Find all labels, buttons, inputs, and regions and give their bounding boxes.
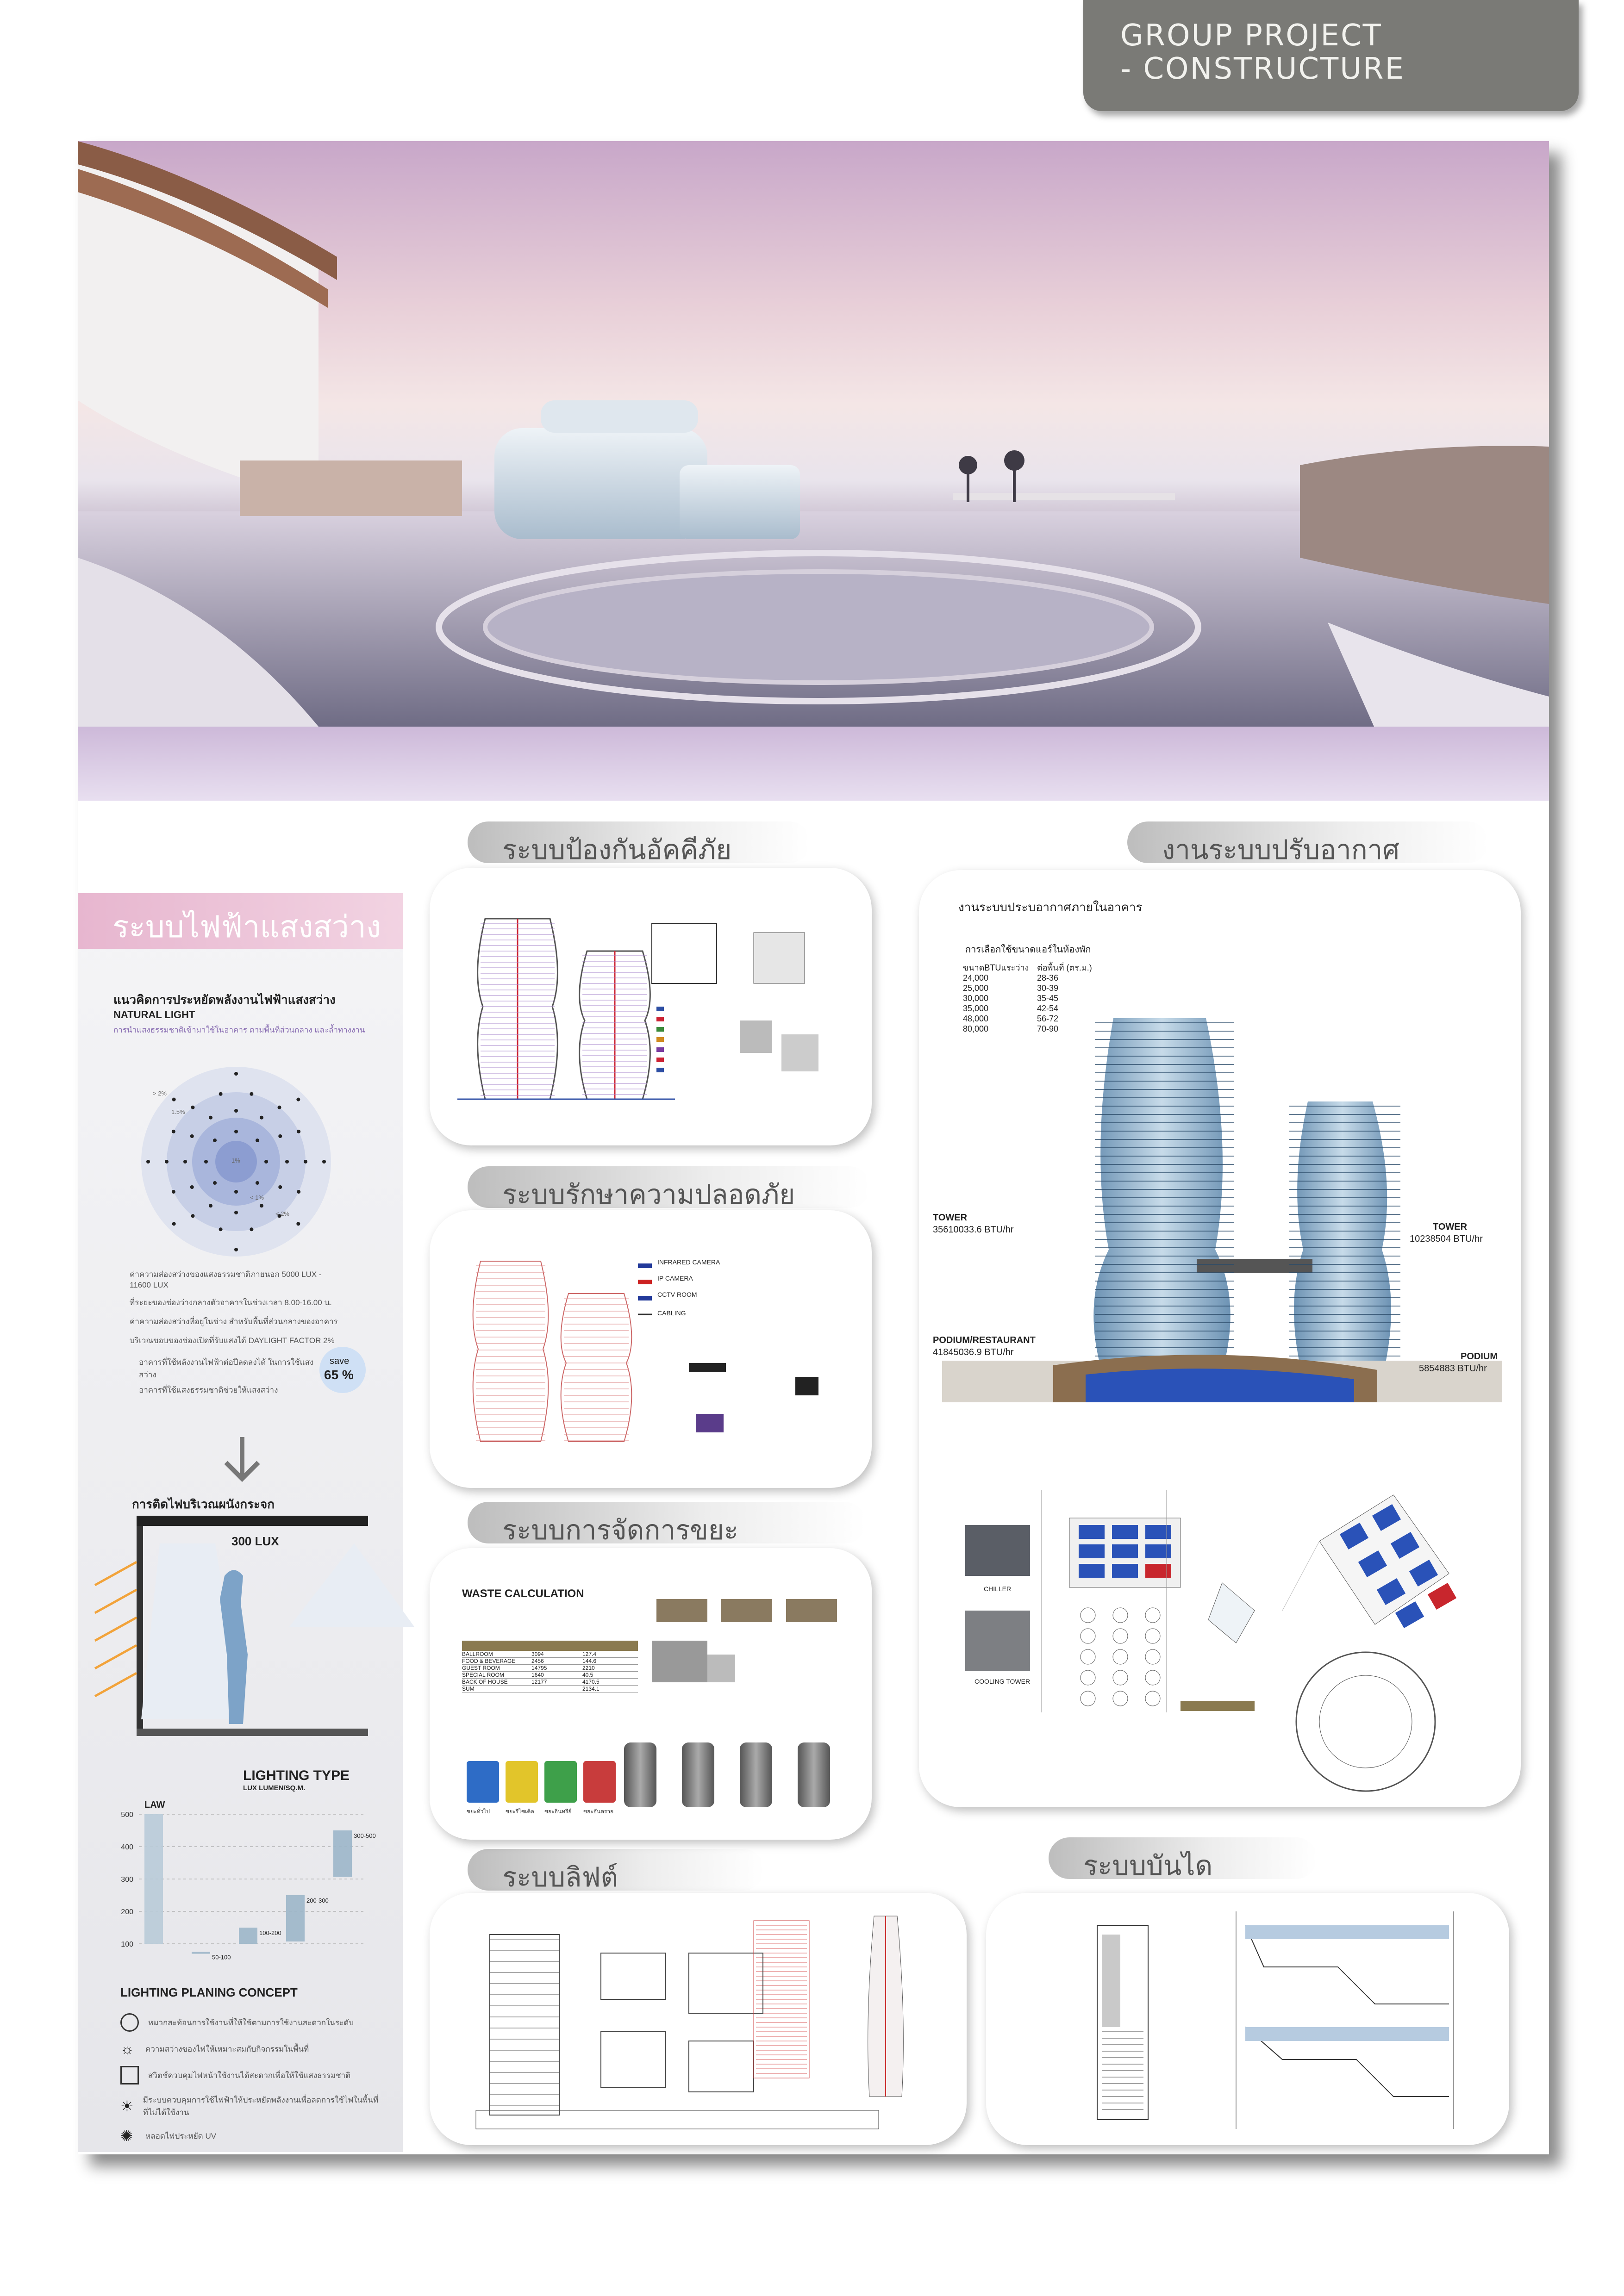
y-tick-label: 400 [121, 1843, 133, 1851]
table-cell: 2134.1 [582, 1686, 600, 1692]
bin-recycle-icon [506, 1761, 538, 1803]
legend-swatch [656, 1058, 664, 1062]
ring-label-2: 1.5% [171, 1108, 185, 1115]
header-title: GROUP PROJECT [1120, 19, 1382, 53]
daylight-dot [260, 1204, 263, 1207]
table-cell: 35,000 [963, 1004, 989, 1013]
fire-panel [430, 868, 872, 1145]
podium-right-label: PODIUM [1461, 1351, 1498, 1362]
header-tab [1083, 0, 1579, 111]
lighting-type-title: LIGHTING TYPE [243, 1768, 350, 1783]
ring-label-5: < 2% [275, 1210, 289, 1217]
hvac-table-title: การเลือกใช้ขนาดแอร์ในห้องพัก [965, 945, 1091, 955]
daylight-dot [264, 1160, 268, 1164]
bin-label: ขยะอินทรีย์ [544, 1808, 572, 1815]
daylight-dot [250, 1092, 253, 1096]
planning-item-text: หมวกสะท้อนการใช้งานที่ให้ใช้ตามการใช้งานสะดวกในระดับ [148, 2018, 354, 2027]
waste-panel [430, 1548, 872, 1840]
plan-circle [1113, 1629, 1128, 1643]
plan-circle [1081, 1629, 1095, 1643]
daylight-dot [172, 1130, 175, 1133]
plan-circle [1113, 1691, 1128, 1706]
legend-swatch [656, 1007, 664, 1011]
daylight-dot [285, 1160, 289, 1164]
chart-bar [144, 1814, 163, 1944]
garbage-trucks [652, 1590, 846, 1719]
bar-label: 100-200 [259, 1929, 281, 1936]
natural-light-desc: การนำแสงธรรมชาติเข้ามาใช้ในอาคาร ตามพื้นที่ส่วนกลาง และล้ำทางงาน [113, 1026, 365, 1034]
table-cell: 3094 [531, 1651, 544, 1657]
plan-circle [1145, 1629, 1160, 1643]
table-row [462, 1672, 638, 1679]
bin-label: ขยะรีไซเคิล [506, 1808, 534, 1815]
sun-icon: ☼ [120, 2041, 134, 2057]
planning-item-text: มีระบบควบคุมการใช้ไฟฟ้าให้ประหยัดพลังงานเพื่อลดการใช้ไฟในพื้นที่ที่ไม่ได้ใช้งาน [143, 2096, 379, 2117]
bar-label: 50-100 [212, 1954, 231, 1961]
section-stairs-pill [1049, 1837, 1317, 1879]
plan-circle [1145, 1670, 1160, 1685]
podium-left-label: PODIUM/RESTAURANT [933, 1335, 1036, 1345]
planning-title: LIGHTING PLANING CONCEPT [120, 1985, 298, 1999]
planning-item [120, 2094, 380, 2119]
plan-circle [1113, 1649, 1128, 1664]
chute-icon [798, 1742, 830, 1807]
table-cell [531, 1686, 582, 1692]
section-stairs-title: ระบบบันได [1083, 1850, 1213, 1881]
plan-circle [1113, 1608, 1128, 1623]
bin-label: ขยะทั่วไป [467, 1808, 490, 1815]
planning-item [120, 2128, 380, 2144]
table-cell: 35-45 [1037, 994, 1059, 1003]
planning-item-text: หลอดไฟประหยัด UV [145, 2131, 217, 2140]
table-cell: 42-54 [1037, 1004, 1059, 1013]
legend-swatch [656, 1068, 664, 1072]
legend-swatch [656, 1017, 664, 1021]
daylight-dot [191, 1214, 194, 1218]
table-cell: BALLROOM [462, 1651, 493, 1657]
table-cell: 127.4 [582, 1651, 597, 1657]
hvac-unit [1079, 1525, 1105, 1539]
ring-label-4: < 1% [250, 1194, 264, 1201]
bin-general-icon [467, 1761, 499, 1803]
chute-icon [624, 1742, 656, 1807]
chart-bar [192, 1952, 210, 1954]
bar-label: 200-300 [306, 1897, 329, 1904]
chute-icon [740, 1742, 772, 1807]
lift-sections [430, 1893, 967, 2145]
section-lift-title: ระบบลิฟต์ [502, 1861, 618, 1893]
podium-right-value: 5854883 BTU/hr [1419, 1363, 1487, 1374]
daylight-dot [234, 1072, 238, 1076]
bulb-icon: ☀ [120, 2098, 134, 2115]
daylight-dot [234, 1130, 238, 1133]
section-waste-pill [468, 1502, 866, 1546]
table-cell: SPECIAL ROOM [462, 1672, 504, 1678]
section-security-title: ระบบรักษาความปลอดภัย [502, 1179, 795, 1210]
table-cell: 30,000 [963, 994, 989, 1003]
table-cell: 4170.5 [582, 1679, 600, 1685]
section-hvac-title: งานระบบปรับอากาศ [1162, 834, 1400, 865]
daylight-dot [190, 1185, 194, 1189]
daylight-note: ที่ระยะของช่องว่างกลางตัวอาคารในช่วงเวลา 8.00-16.00 น. [130, 1298, 332, 1307]
table-row [963, 963, 1111, 973]
daylight-dot [219, 1227, 223, 1231]
section-fire-title: ระบบป้องกันอัคคีภัย [502, 834, 732, 865]
daylight-dot [183, 1160, 187, 1164]
lighting-concept-title: แนวคิดการประหยัดพลังงานไฟฟ้าแสงสว่าง [113, 993, 336, 1007]
table-row [462, 1665, 638, 1672]
bin-hazard-icon [583, 1761, 616, 1803]
tower-left-value: 35610033.6 BTU/hr [933, 1225, 1014, 1235]
legend-swatch [656, 1027, 664, 1032]
daylight-dot [204, 1160, 208, 1164]
lighting-type-chart [113, 1768, 376, 1962]
table-cell: BACK OF HOUSE [462, 1679, 508, 1685]
plan-circle [1145, 1608, 1160, 1623]
daylight-dot [209, 1116, 212, 1120]
daylight-dot [209, 1204, 212, 1207]
tower-right-label: TOWER [1433, 1222, 1468, 1232]
lift-panel [430, 1893, 967, 2145]
hvac-panel [919, 870, 1521, 1807]
table-cell: SUM [462, 1686, 475, 1692]
plan-circle [1145, 1691, 1160, 1706]
lighting-type-sub: LUX LUMEN/SQ.M. [243, 1784, 306, 1792]
y-tick-label: 500 [121, 1811, 133, 1819]
planning-list [120, 2013, 380, 2153]
daylight-dot [296, 1222, 300, 1226]
tower-right-value: 10238504 BTU/hr [1410, 1234, 1483, 1244]
daylight-dot [172, 1190, 175, 1194]
daylight-dot [234, 1190, 238, 1194]
cooling-tower-photo [965, 1611, 1030, 1671]
daylight-dot [278, 1185, 282, 1189]
daylight-dot [191, 1106, 194, 1109]
waste-title: WASTE CALCULATION [462, 1587, 584, 1600]
table-cell: FOOD & BEVERAGE [462, 1658, 516, 1664]
table-cell: 2456 [531, 1658, 544, 1664]
hvac-unit [1112, 1525, 1138, 1539]
plan-circle [1145, 1649, 1160, 1664]
table-cell: 48,000 [963, 1014, 989, 1023]
waste-table-header [462, 1641, 638, 1651]
table-cell: 12177 [531, 1679, 547, 1685]
plan-circle [1081, 1670, 1095, 1685]
planning-item-text: ความสว่างของไฟให้เหมาะสมกับกิจกรรมในพื้นที่ [145, 2044, 309, 2053]
waste-bin-labels [467, 1807, 616, 1816]
save-value: 65 % [324, 1368, 354, 1382]
save-note-1: อาคารที่ใช้พลังงานไฟฟ้าต่อปีลดลงได้ ในการใช้แสงสว่าง [139, 1358, 314, 1379]
table-cell: 144.6 [582, 1658, 597, 1664]
daylight-dot [234, 1248, 238, 1251]
security-legend-2: IP CAMERA [657, 1275, 693, 1282]
daylight-dot [297, 1130, 300, 1133]
table-cell: 14795 [531, 1665, 547, 1671]
ring-label-3: 1% [231, 1157, 240, 1164]
bar-label: 300-500 [354, 1832, 376, 1839]
table-cell: 25,000 [963, 983, 989, 993]
chute-icon [682, 1742, 714, 1807]
waste-table [462, 1641, 638, 1692]
waste-chutes [624, 1742, 830, 1807]
table-cell: 30-39 [1037, 983, 1059, 993]
chart-bar [286, 1895, 305, 1941]
hvac-unit [1079, 1564, 1105, 1578]
daylight-note: ค่าความส่องสว่างที่อยู่ในช่วง สำหรับพื้นที่ส่วนกลางของอาคาร [130, 1317, 338, 1326]
ring-label-1: > 2% [153, 1090, 167, 1097]
glass-wall-title: การติดไฟบริเวณผนังกระจก [132, 1497, 275, 1511]
glass-wall-section [95, 1516, 373, 1738]
daylight-dot [278, 1106, 281, 1109]
stairs-panel [986, 1893, 1509, 2145]
table-row [963, 983, 1111, 993]
hvac-unit [1112, 1544, 1138, 1558]
legend-swatch [656, 1047, 664, 1052]
planning-item [120, 2041, 380, 2057]
chart-bar [333, 1830, 352, 1877]
table-row [963, 993, 1111, 1003]
hvac-unit [1112, 1564, 1138, 1578]
daylight-dot [256, 1139, 259, 1142]
uv-icon: ✺ [120, 2128, 133, 2144]
daylight-dot [190, 1134, 194, 1138]
daylight-dot [304, 1160, 307, 1164]
bin-label: ขยะอันตราย [583, 1808, 614, 1815]
chart-bar [239, 1928, 257, 1944]
hvac-unit [1428, 1583, 1456, 1610]
security-legend-3: CCTV ROOM [657, 1291, 697, 1298]
hero-render-illustration [78, 141, 1549, 727]
daylight-dot [165, 1160, 169, 1164]
daylight-dot [213, 1181, 217, 1185]
cooling-tower-label: COOLING TOWER [974, 1678, 1031, 1685]
stairs-sections [986, 1893, 1509, 2145]
legend-swatch [656, 1037, 664, 1042]
table-cell: 70-90 [1037, 1024, 1059, 1033]
daylight-dot [260, 1116, 263, 1120]
table-cell: 1640 [531, 1672, 544, 1678]
plan-circle [1081, 1608, 1095, 1623]
hvac-unit [1079, 1544, 1105, 1558]
natural-light-title: NATURAL LIGHT [113, 1009, 195, 1020]
table-cell: 28-36 [1037, 973, 1059, 983]
table-cell: GUEST ROOM [462, 1665, 500, 1671]
security-panel [430, 1210, 872, 1488]
lighting-banner-title: ระบบไฟฟ้าแสงสว่าง [112, 909, 381, 945]
daylight-note: บริเวณขอบของช่องเปิดที่รับแสงได้ DAYLIGHT FACTOR 2% [130, 1336, 335, 1345]
y-tick-label: 100 [121, 1941, 133, 1948]
arrow-down-icon [221, 1435, 263, 1486]
hvac-unit [1145, 1564, 1171, 1578]
security-legend-4: CABLING [657, 1309, 686, 1317]
plan-circle [1113, 1670, 1128, 1685]
daylight-dot [172, 1098, 176, 1101]
section-security-pill [468, 1166, 870, 1208]
section-fire-pill [468, 821, 810, 863]
daylight-dot [234, 1211, 238, 1214]
daylight-dot [278, 1134, 282, 1138]
plan-circle [1081, 1691, 1095, 1706]
daylight-dot [146, 1160, 150, 1164]
daylight-dot [234, 1109, 238, 1113]
table-cell: 40.5 [582, 1672, 593, 1678]
hero-band [78, 727, 1549, 801]
daylight-dot [172, 1222, 176, 1226]
lamp-icon [120, 2013, 139, 2032]
chiller-label: CHILLER [984, 1585, 1012, 1593]
hvac-plan [1042, 1490, 1486, 1768]
section-hvac-pill [1127, 821, 1488, 863]
table-header-cell: ขนาดBTUแระว่าง [963, 963, 1029, 972]
daylight-dot [297, 1190, 300, 1194]
hvac-unit [1145, 1525, 1171, 1539]
table-row [462, 1658, 638, 1665]
y-tick-label: 200 [121, 1908, 133, 1916]
chiller-photo [965, 1525, 1030, 1576]
law-label: LAW [144, 1800, 165, 1810]
y-tick-label: 300 [121, 1876, 133, 1884]
daylight-dot [250, 1227, 253, 1231]
hvac-title: งานระบบประบอากาศภายในอาคาร [958, 900, 1143, 914]
fire-riser-diagram [430, 868, 872, 1145]
hero-render [78, 141, 1549, 727]
planning-item [120, 2013, 380, 2032]
daylight-dot [296, 1098, 300, 1101]
table-cell: 24,000 [963, 973, 989, 983]
table-cell: 2210 [582, 1665, 595, 1671]
table-row [462, 1686, 638, 1692]
lighting-banner [78, 893, 403, 949]
hvac-tower-elevation [937, 1009, 1507, 1407]
table-row [963, 973, 1111, 983]
daylight-dot [219, 1092, 223, 1096]
switch-icon [120, 2066, 139, 2084]
security-legend-1: INFRARED CAMERA [657, 1258, 720, 1266]
header-subtitle: - CONSTRUCTURE [1120, 52, 1405, 86]
plan-circle [1081, 1649, 1095, 1664]
daylight-dot [213, 1139, 217, 1142]
podium-left-value: 41845036.9 BTU/hr [933, 1347, 1014, 1357]
table-row [462, 1651, 638, 1658]
glass-wall-lux: 300 LUX [231, 1534, 279, 1548]
planning-item-text: สวิตช์ควบคุมไฟหน้าใช้งานได้สะดวกเพื่อให้ใช้แสงธรรมชาติ [148, 2071, 351, 2080]
table-cell: 56-72 [1037, 1014, 1059, 1023]
bin-organic-icon [544, 1761, 577, 1803]
daylight-note: ค่าความส่องสว่างของแสงธรรมชาติภายนอก 5000 LUX - 11600 LUX [130, 1270, 322, 1289]
table-row [462, 1679, 638, 1686]
table-cell: 80,000 [963, 1024, 989, 1033]
save-label: save [330, 1356, 350, 1366]
daylight-dot [322, 1160, 326, 1164]
section-lift-pill [468, 1849, 764, 1891]
tower-left-label: TOWER [933, 1213, 968, 1223]
security-diagram [430, 1210, 872, 1488]
daylight-notes [130, 1268, 338, 1353]
section-waste-title: ระบบการจัดการขยะ [502, 1514, 739, 1546]
planning-item [120, 2066, 380, 2084]
hvac-unit [1145, 1544, 1171, 1558]
daylight-dot [256, 1181, 259, 1185]
save-note-2: อาคารที่ใช้แสงธรรมชาติช่วยให้แสงสว่าง [139, 1386, 278, 1394]
table-header-cell: ต่อพื้นที่ (ตร.ม.) [1037, 963, 1092, 972]
waste-bins [467, 1761, 616, 1803]
